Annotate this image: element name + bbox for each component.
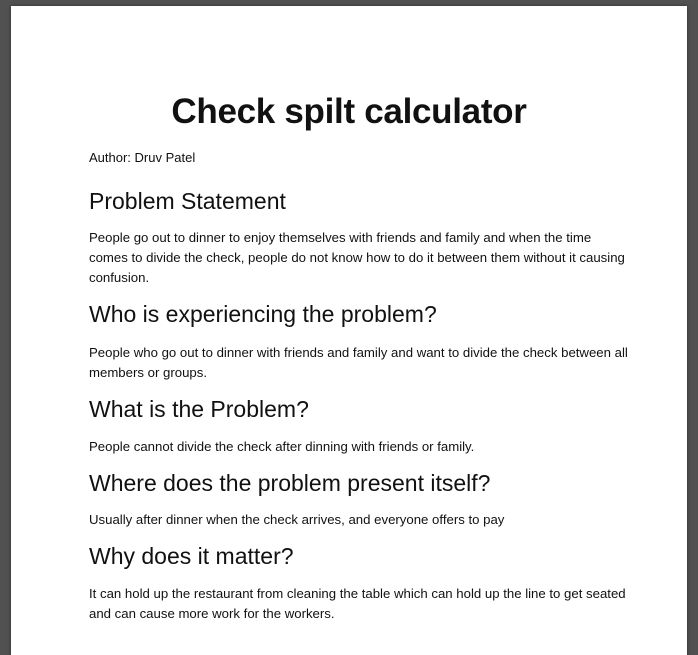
section-body-problem-statement: People go out to dinner to enjoy themselves with friends and family and when the time comes to divide the check, people do not know how to do it between them without it causing confusion.: [89, 230, 625, 285]
section-body-why: It can hold up the restaurant from cleaning the table which can hold up the line to get seated and can cause more work for the workers.: [89, 586, 626, 621]
section-heading-what: What is the Problem?: [89, 396, 309, 422]
document-title: Check spilt calculator: [171, 92, 527, 131]
section-heading-where: Where does the problem present itself?: [89, 470, 491, 496]
section-body-where: Usually after dinner when the check arrives, and everyone offers to pay: [89, 512, 505, 527]
section-heading-problem-statement: Problem Statement: [89, 188, 286, 214]
document-page: [11, 6, 687, 655]
section-heading-who: Who is experiencing the problem?: [89, 301, 437, 327]
author-line: Author: Druv Patel: [89, 150, 196, 165]
section-body-who: People who go out to dinner with friends and family and want to divide the check between all members or groups.: [89, 345, 628, 380]
section-body-what: People cannot divide the check after dinning with friends or family.: [89, 439, 475, 454]
section-heading-why: Why does it matter?: [89, 543, 294, 569]
